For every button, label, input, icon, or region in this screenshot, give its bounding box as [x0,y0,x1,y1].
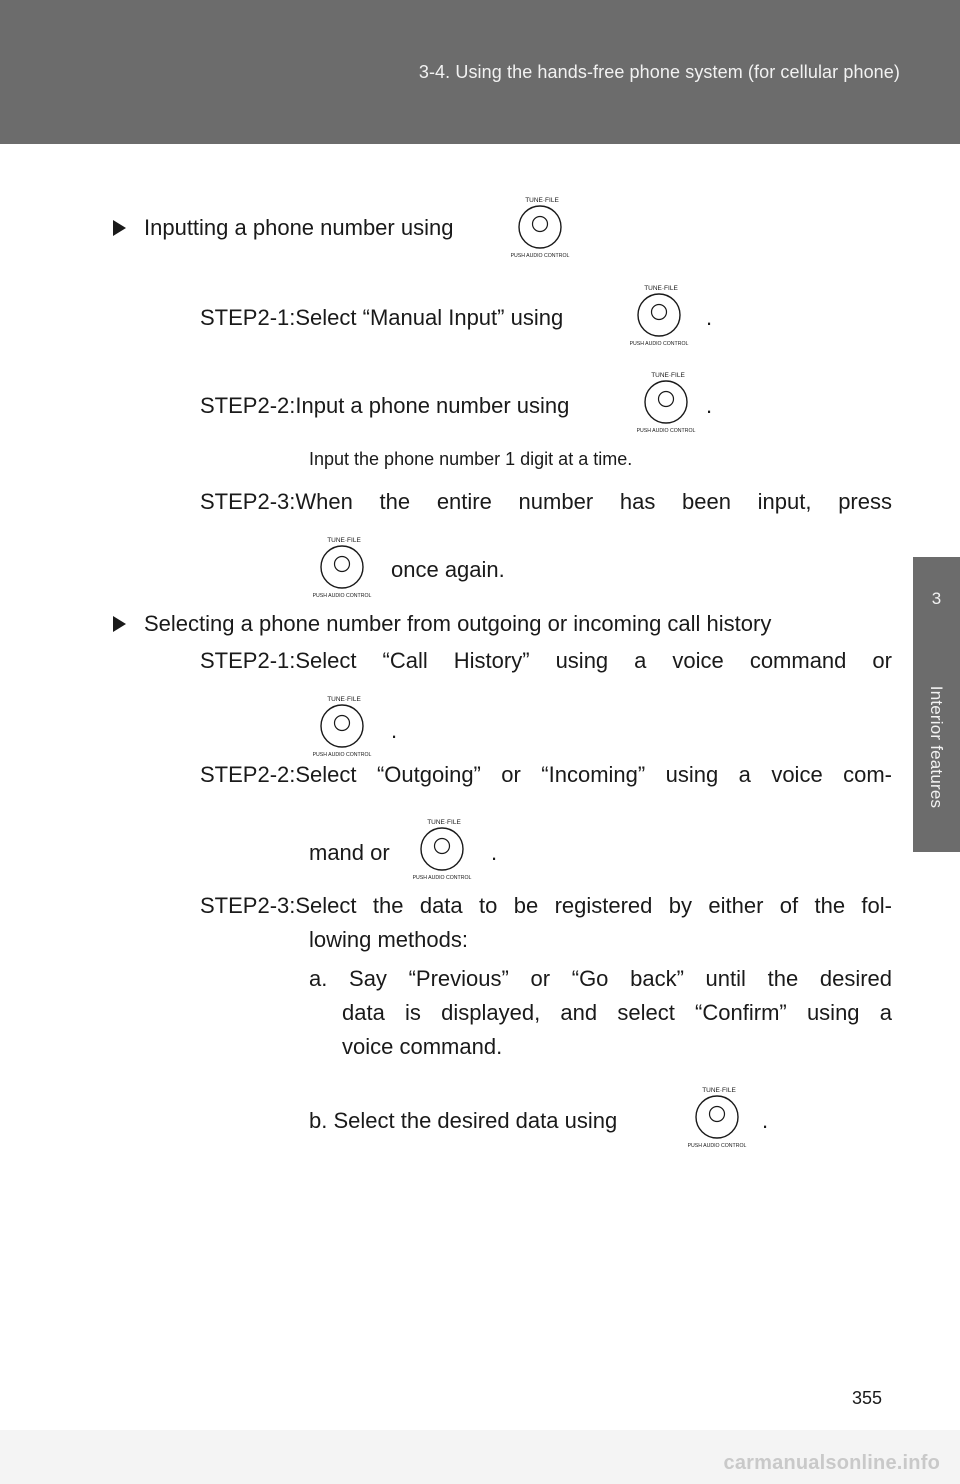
dial-inner-ring [659,392,674,407]
tune-file-dial-icon [630,370,702,434]
tune-file-dial-icon [681,1085,753,1149]
watermark-strip [0,1430,960,1484]
dial-outer-ring [519,206,561,248]
dial-graphic [406,817,478,881]
dial-top-label: TUNE·FILE [327,537,361,544]
dial-bottom-label: PUSH AUDIO CONTROL [312,752,372,758]
dial-bottom-label: PUSH AUDIO CONTROL [636,428,696,434]
chapter-label: Interior features [927,685,946,809]
tune-file-dial-icon [406,817,478,881]
tune-file-dial-icon [306,694,378,758]
history-step1-line1: STEP2-1:Select “Call History” using a voice command or [200,648,892,673]
manual-step1-text: STEP2-1:Select “Manual Input” using [200,305,564,330]
dial-outer-ring [321,705,363,747]
chapter-side-tab [913,557,960,852]
history-step2-line2: mand or [309,840,390,865]
period: . [706,393,713,418]
dial-outer-ring [645,381,687,423]
method-b-line1: b. Select the desired data using [309,1108,618,1133]
method-a-line2: data is displayed, and select “Confirm” using a [342,1000,892,1025]
bullet-triangle-icon [113,616,126,632]
dial-inner-ring [533,217,548,232]
dial-top-label: TUNE·FILE [651,372,685,379]
dial-bottom-label: PUSH AUDIO CONTROL [510,253,570,259]
history-step2-line1: STEP2-2:Select “Outgoing” or “Incoming” using a voice com- [200,762,892,787]
history-step3-line1: STEP2-3:Select the data to be registered by either of the fol- [200,893,892,918]
dial-outer-ring [696,1096,738,1138]
dial-inner-ring [710,1107,725,1122]
history-step3-line2: lowing methods: [309,927,468,952]
dial-bottom-label: PUSH AUDIO CONTROL [629,341,689,347]
period: . [706,305,713,330]
tune-file-dial-icon [504,195,576,259]
manual-step2-text: STEP2-2:Input a phone number using [200,393,570,418]
dial-graphic [681,1085,753,1149]
period: . [491,840,498,865]
period: . [762,1108,769,1133]
manual-step3-line1: STEP2-3:When the entire number has been input, press [200,489,892,514]
method-a-line3: voice command. [342,1034,503,1059]
manual-step3-line2: once again. [391,557,505,582]
dial-outer-ring [421,828,463,870]
dial-inner-ring [335,557,350,572]
section-title: 3-4. Using the hands-free phone system (for cellular phone) [418,62,900,82]
history-heading: Selecting a phone number from outgoing or incoming call history [144,611,772,636]
dial-bottom-label: PUSH AUDIO CONTROL [412,875,472,881]
dial-graphic [306,535,378,599]
tune-file-dial-icon [306,535,378,599]
period: . [391,718,398,743]
dial-top-label: TUNE·FILE [327,696,361,703]
dial-bottom-label: PUSH AUDIO CONTROL [312,593,372,599]
manual-input-heading: Inputting a phone number using [144,215,454,240]
dial-top-label: TUNE·FILE [644,285,678,292]
page-header [0,0,960,144]
dial-outer-ring [321,546,363,588]
chapter-number: 3 [931,589,942,608]
bullet-triangle-icon [113,220,126,236]
dial-graphic [630,370,702,434]
manual-note: Input the phone number 1 digit at a time. [309,449,633,469]
dial-inner-ring [435,839,450,854]
dial-graphic [306,694,378,758]
dial-top-label: TUNE·FILE [702,1087,736,1094]
page-number: 355 [852,1388,883,1408]
method-a-line1: a. Say “Previous” or “Go back” until the desired [309,966,892,991]
dial-bottom-label: PUSH AUDIO CONTROL [687,1143,747,1149]
dial-top-label: TUNE·FILE [525,197,559,204]
watermark-text: carmanualsonline.info [723,1452,940,1474]
dial-inner-ring [652,305,667,320]
dial-graphic [623,283,695,347]
tune-file-dial-icon [623,283,695,347]
dial-top-label: TUNE·FILE [427,819,461,826]
dial-graphic [504,195,576,259]
dial-outer-ring [638,294,680,336]
dial-inner-ring [335,716,350,731]
